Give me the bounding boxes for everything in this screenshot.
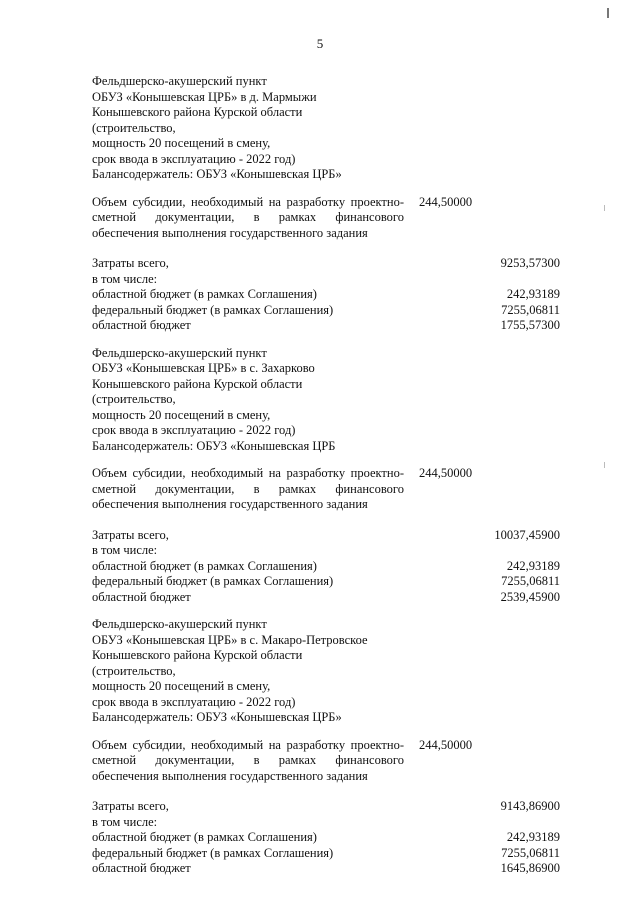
cost-row [92,528,572,544]
facility-line: срок ввода в эксплуатацию - 2022 год) [92,694,296,709]
facility-line: мощность 20 посещений в смену, [92,136,271,150]
cost-row [92,830,572,846]
facility-line: мощность 20 посещений в смену, [92,679,271,693]
facility-line: срок ввода в эксплуатацию - 2022 год) [92,423,296,437]
cost-row [92,815,572,831]
cost-label: федеральный бюджет (в рамках Соглашения) [92,845,334,860]
cost-label: областной бюджет (в рамках Соглашения) [92,558,317,573]
cost-row [92,318,572,334]
facility-line: ОБУЗ «Конышевская ЦРБ» в с. Захарково [92,361,315,375]
cost-row [92,799,572,815]
cost-value: 7255,06811 [501,302,560,317]
subsidy-line: обеспечения выполнения государственного задания [92,225,368,240]
cost-label: областной бюджет [92,861,191,875]
cost-label: в том числе: [92,814,158,829]
facility-block [92,617,572,877]
subsidy-amount: 244,50000 [419,466,473,480]
cost-label: Затраты всего, [92,256,169,270]
cost-row [92,574,572,590]
subsidy-section [92,738,572,785]
cost-value: 9143,86900 [500,799,560,813]
cost-value: 9253,57300 [500,256,560,270]
cost-label: областной бюджет (в рамках Соглашения) [92,287,317,301]
facility-line: мощность 20 посещений в смену, [92,407,271,422]
cost-value: 242,93189 [506,558,560,573]
subsidy-line: Объем субсидии, необходимый на разработку проектно- [92,737,404,752]
scan-mark [604,205,605,211]
subsidy-amount: 244,50000 [419,737,473,752]
facility-line: срок ввода в эксплуатацию - 2022 год) [92,151,296,166]
cost-value: 1755,57300 [500,318,560,332]
subsidy-line: сметной документации, в рамках финансового [92,210,404,224]
cost-label: Затраты всего, [92,527,169,542]
cost-row [92,287,572,303]
cost-label: областной бюджет [92,589,191,604]
subsidy-line: сметной документации, в рамках финансового [92,481,404,496]
facility-line: (строительство, [92,120,176,135]
facility-line: ОБУЗ «Конышевская ЦРБ» в с. Макаро-Петровское [92,632,368,647]
cost-row [92,559,572,575]
subsidy-line: сметной документации, в рамках финансового [92,753,404,767]
facility-line: Фельдшерско-акушерский пункт [92,617,267,631]
cost-value: 7255,06811 [501,574,560,588]
cost-row [92,846,572,862]
cost-label: в том числе: [92,271,158,286]
document-body [92,74,572,889]
cost-row [92,590,572,606]
cost-row [92,543,572,559]
facility-line: (строительство, [92,392,176,406]
facility-description [92,617,572,726]
cost-label: в том числе: [92,543,158,557]
cost-label: федеральный бюджет (в рамках Соглашения) [92,574,334,588]
facility-block [92,346,572,606]
cost-label: областной бюджет (в рамках Соглашения) [92,830,317,844]
facility-line: Фельдшерско-акушерский пункт [92,74,267,88]
subsidy-section [92,195,572,242]
facility-description [92,74,572,183]
facility-line: Балансодержатель: ОБУЗ «Конышевская ЦРБ [92,438,336,453]
facility-line: Конышевского района Курской области [92,105,303,119]
subsidy-amount: 244,50000 [419,194,473,209]
facility-line: Конышевского района Курской области [92,648,303,662]
facility-line: Балансодержатель: ОБУЗ «Конышевская ЦРБ» [92,710,342,724]
subsidy-line: обеспечения выполнения государственного задания [92,768,368,783]
cost-value: 7255,06811 [501,845,560,860]
subsidy-line: Объем субсидии, необходимый на разработку проектно- [92,466,404,480]
cost-value: 10037,45900 [494,527,560,542]
cost-label: федеральный бюджет (в рамках Соглашения) [92,302,334,317]
scan-mark [604,462,605,468]
costs-table [92,799,572,877]
subsidy-line: обеспечения выполнения государственного задания [92,497,368,511]
cost-label: областной бюджет [92,318,191,332]
facility-line: ОБУЗ «Конышевская ЦРБ» в д. Мармыжи [92,89,317,104]
costs-table [92,528,572,606]
cost-value: 2539,45900 [500,589,560,604]
subsidy-line: Объем субсидии, необходимый на разработку проектно- [92,194,404,209]
costs-table [92,256,572,334]
facility-line: Конышевского района Курской области [92,376,303,391]
subsidy-section [92,466,572,513]
facility-line: Фельдшерско-акушерский пункт [92,345,267,360]
facility-line: Балансодержатель: ОБУЗ «Конышевская ЦРБ» [92,167,342,181]
cost-row [92,861,572,877]
cost-value: 242,93189 [506,830,560,844]
cost-label: Затраты всего, [92,799,169,813]
cost-value: 242,93189 [506,287,560,301]
facility-block [92,74,572,334]
scan-mark [607,8,609,18]
facility-line: (строительство, [92,663,176,678]
cost-row [92,303,572,319]
cost-value: 1645,86900 [500,861,560,875]
page-number: 5 [316,36,324,51]
facility-description [92,346,572,455]
cost-row [92,272,572,288]
cost-row [92,256,572,272]
